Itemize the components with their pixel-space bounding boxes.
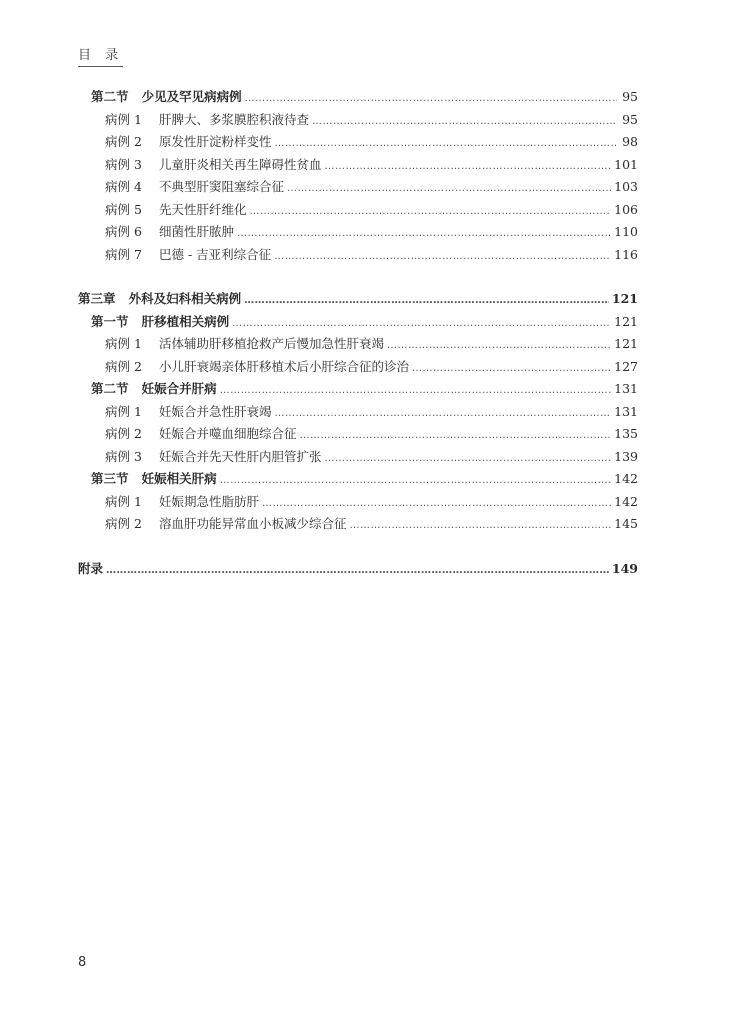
toc-entry-title — [105, 446, 322, 469]
toc-entry-title — [105, 401, 272, 424]
toc-case-title: 妊娠期急性脂肪肝 — [159, 493, 260, 509]
toc-page-number: 145 — [614, 516, 638, 531]
toc-case-entry[interactable] — [78, 446, 638, 469]
toc-case-label: 病例 2 — [105, 516, 142, 531]
toc-section-3[interactable] — [78, 468, 638, 491]
toc-case-title: 活体辅助肝移植抢救产后慢加急性肝衰竭 — [159, 336, 385, 351]
toc-case-entry[interactable] — [78, 221, 638, 244]
toc-case-title: 儿童肝炎相关再生障碍性贫血 — [159, 156, 322, 172]
toc-page-number: 110 — [614, 224, 638, 239]
toc-case-label: 病例 3 — [105, 448, 142, 464]
toc-case-title: 妊娠合并先天性肝内胆管扩张 — [159, 448, 322, 464]
dot-leader — [275, 403, 612, 426]
toc-page-number: 142 — [614, 493, 638, 509]
table-of-contents — [78, 86, 638, 580]
toc-entry-title — [105, 131, 272, 154]
dot-leader — [300, 425, 612, 448]
toc-page-number: 139 — [614, 448, 638, 464]
toc-section-title: 妊娠相关肝病 — [141, 471, 217, 486]
toc-case-label: 病例 1 — [105, 336, 142, 351]
toc-case-label: 病例 7 — [105, 246, 142, 262]
toc-case-entry[interactable] — [78, 513, 638, 536]
dot-leader — [312, 111, 617, 134]
toc-page-number: 149 — [611, 560, 638, 576]
toc-case-title: 妊娠合并噬血细胞综合征 — [159, 426, 297, 441]
toc-page-number: 103 — [614, 179, 638, 194]
dot-leader — [232, 313, 611, 336]
toc-entry-title — [105, 423, 297, 446]
dot-leader — [250, 201, 612, 224]
dot-leader — [350, 515, 612, 538]
dot-leader — [244, 290, 609, 313]
toc-section-title: 肝移植相关病例 — [141, 313, 230, 329]
dot-leader — [287, 178, 611, 201]
toc-section-label: 第一节 — [91, 313, 129, 329]
toc-case-entry[interactable] — [78, 244, 638, 267]
spacer — [78, 536, 638, 558]
toc-case-title: 巴德 - 吉亚利综合征 — [159, 246, 272, 262]
toc-entry-title — [105, 199, 247, 222]
toc-case-entry[interactable] — [78, 131, 638, 154]
toc-case-entry[interactable] — [78, 333, 638, 356]
toc-entry-title — [78, 288, 241, 311]
toc-case-title: 先天性肝纤维化 — [159, 201, 247, 217]
toc-case-entry[interactable] — [78, 356, 638, 379]
toc-page-number: 142 — [614, 471, 638, 486]
dot-leader — [387, 335, 611, 358]
toc-entry-title — [105, 356, 409, 379]
toc-page-number: 98 — [622, 134, 638, 149]
toc-case-label: 病例 2 — [105, 358, 142, 374]
toc-entry-title — [91, 311, 229, 334]
dot-leader — [245, 88, 617, 111]
toc-entry-title — [105, 333, 384, 356]
toc-case-label: 病例 2 — [105, 426, 142, 441]
toc-case-label: 病例 6 — [105, 224, 142, 239]
toc-entry-title — [105, 221, 234, 244]
toc-section-title: 妊娠合并肝病 — [141, 381, 217, 396]
toc-page-number: 131 — [614, 381, 638, 396]
toc-case-label: 病例 3 — [105, 156, 142, 172]
page-number: 8 — [78, 955, 87, 970]
toc-page-number: 127 — [614, 358, 638, 374]
toc-case-label: 病例 1 — [105, 403, 142, 419]
dot-leader — [274, 246, 611, 269]
toc-appendix-title: 附录 — [78, 560, 104, 576]
toc-chapter-3[interactable] — [78, 288, 638, 311]
dot-leader — [275, 133, 617, 156]
toc-case-entry[interactable] — [78, 109, 638, 132]
toc-case-label: 病例 1 — [105, 493, 142, 509]
toc-page-number: 131 — [614, 403, 638, 419]
toc-case-title: 小儿肝衰竭亲体肝移植术后小肝综合征的诊治 — [159, 358, 410, 374]
toc-case-title: 妊娠合并急性肝衰竭 — [159, 403, 272, 419]
toc-case-title: 细菌性肝脓肿 — [159, 224, 235, 239]
spacer — [78, 266, 638, 288]
dot-leader — [412, 358, 611, 381]
toc-case-entry[interactable] — [78, 491, 638, 514]
toc-case-title: 原发性肝淀粉样变性 — [159, 134, 272, 149]
toc-page-number: 135 — [614, 426, 638, 441]
toc-entry-title — [91, 378, 217, 401]
dot-leader — [220, 380, 612, 403]
toc-entry-title — [105, 513, 347, 536]
toc-section-label: 第三节 — [91, 471, 129, 486]
toc-section-title: 少见及罕见病病例 — [141, 89, 242, 104]
dot-leader — [262, 493, 611, 516]
toc-case-title: 不典型肝窦阻塞综合征 — [159, 179, 285, 194]
toc-case-entry[interactable] — [78, 423, 638, 446]
toc-case-entry[interactable] — [78, 154, 638, 177]
page-header-title: 目 录 — [78, 44, 123, 67]
toc-section-2[interactable] — [78, 378, 638, 401]
toc-page-number: 95 — [622, 89, 638, 104]
toc-entry-title — [91, 86, 242, 109]
toc-entry-title — [105, 491, 259, 514]
toc-section-1[interactable] — [78, 311, 638, 334]
toc-entry-title — [105, 154, 322, 177]
toc-entry-title — [105, 176, 284, 199]
toc-case-title: 溶血肝功能异常血小板减少综合征 — [159, 516, 347, 531]
toc-entry-title — [91, 468, 217, 491]
toc-section-label: 第二节 — [91, 89, 129, 104]
toc-section-2[interactable] — [78, 86, 638, 109]
toc-entry-title — [105, 244, 271, 267]
toc-page-number: 95 — [622, 111, 638, 127]
toc-case-entry[interactable] — [78, 176, 638, 199]
toc-case-label: 病例 1 — [105, 111, 142, 127]
dot-leader — [325, 448, 612, 471]
toc-page-number: 121 — [611, 291, 638, 306]
toc-chapter-title: 外科及妇科相关病例 — [128, 291, 242, 306]
toc-chapter-label: 第三章 — [78, 291, 116, 306]
toc-case-label: 病例 2 — [105, 134, 142, 149]
toc-case-label: 病例 5 — [105, 201, 142, 217]
toc-page-number: 101 — [614, 156, 638, 172]
toc-case-title: 肝脾大、多浆膜腔积液待查 — [159, 111, 310, 127]
dot-leader — [220, 470, 612, 493]
toc-case-entry[interactable] — [78, 199, 638, 222]
toc-page-number: 121 — [614, 336, 638, 351]
toc-page-number: 121 — [614, 313, 638, 329]
toc-page-number: 106 — [614, 201, 638, 217]
toc-case-entry[interactable] — [78, 401, 638, 424]
toc-appendix[interactable] — [78, 558, 638, 581]
dot-leader — [237, 223, 611, 246]
toc-case-label: 病例 4 — [105, 179, 142, 194]
dot-leader — [106, 560, 609, 583]
toc-section-label: 第二节 — [91, 381, 129, 396]
toc-entry-title — [105, 109, 309, 132]
toc-page-number: 116 — [614, 246, 638, 262]
dot-leader — [325, 156, 612, 179]
